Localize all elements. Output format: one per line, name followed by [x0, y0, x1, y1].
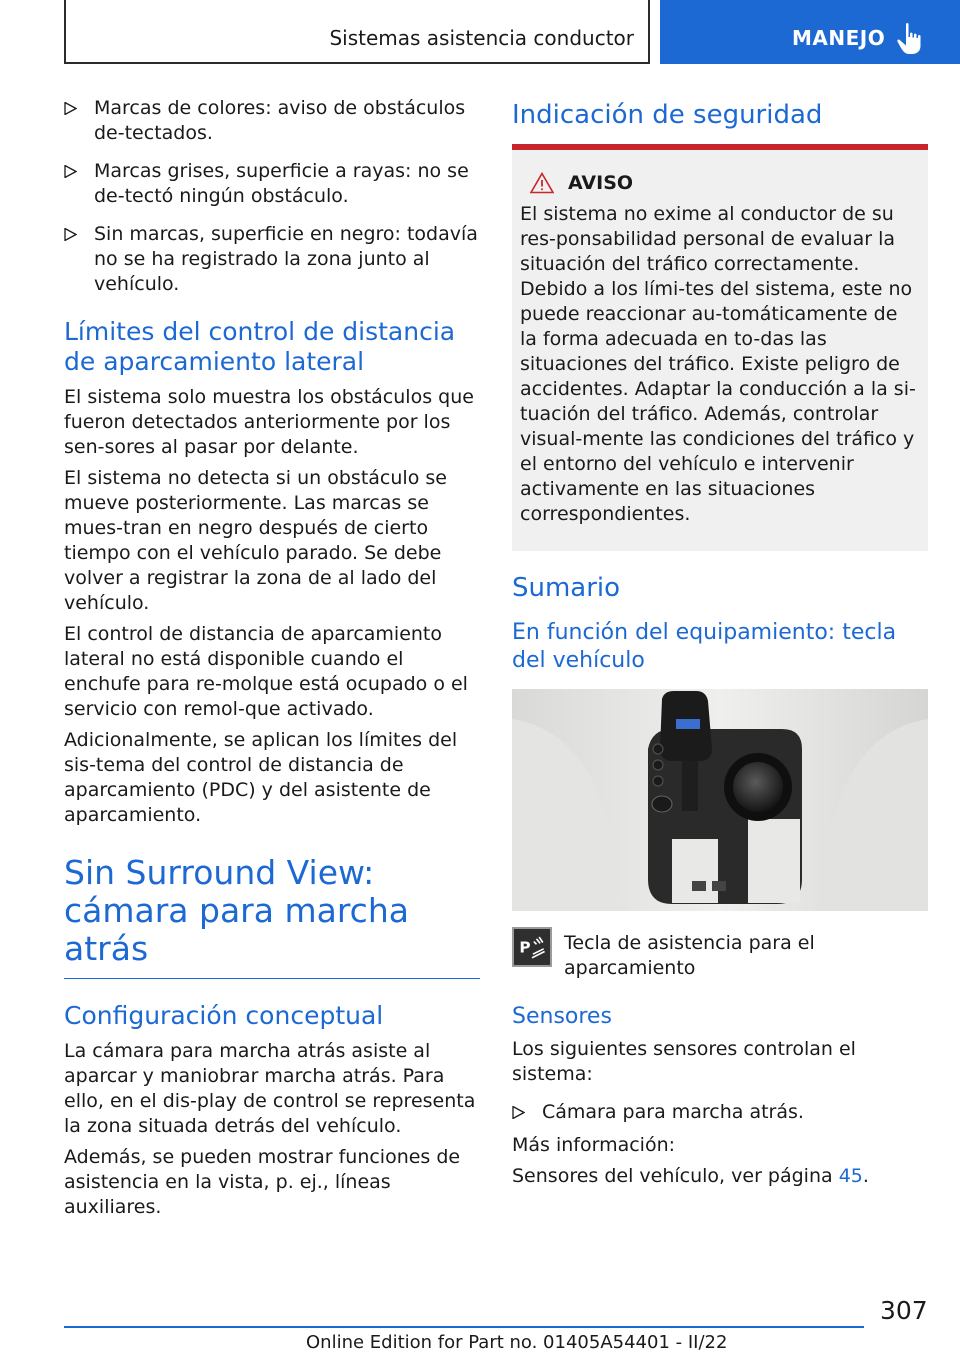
- reference-end: .: [862, 1165, 869, 1187]
- reference-text: Sensores del vehículo, ver página: [512, 1165, 839, 1187]
- list-item: [64, 159, 480, 209]
- sensors-reference: [512, 1164, 928, 1189]
- page-number: 307: [880, 1296, 928, 1325]
- triangle-bullet-icon: [512, 1106, 525, 1119]
- limits-paragraph: Adicionalmente, se aplican los límites del sis-tema del control de distancia de aparcamiento (PDC) y del asistente de aparcamiento.: [64, 729, 458, 826]
- triangle-bullet-icon: [64, 165, 77, 178]
- parking-assist-icon: [512, 927, 552, 967]
- limits-paragraph: El sistema no detecta si un obstáculo se mueve posteriormente. Las marcas se mues-tran en negro después de cierto tiempo con el vehículo parado. Se debe volver a registrar la zona de al lado del vehículo.: [64, 467, 447, 614]
- page-link[interactable]: 45: [838, 1165, 863, 1187]
- list-item: [64, 222, 480, 297]
- parking-assist-row: [512, 927, 928, 981]
- triangle-bullet-icon: [64, 228, 77, 241]
- main-heading: Sin Surround View: cámara para marcha atrás: [64, 854, 480, 979]
- sensors-heading: Sensores: [512, 1004, 612, 1029]
- warning-triangle-icon: [530, 172, 554, 194]
- left-column: [64, 96, 480, 1226]
- warning-title: AVISO: [568, 172, 634, 194]
- header-section-box: [64, 0, 650, 64]
- list-item-text: Marcas grises, superficie a rayas: no se de-tectó ningún obstáculo.: [94, 160, 469, 207]
- safety-heading: Indicación de seguridad: [512, 100, 823, 130]
- concept-heading: Configuración conceptual: [64, 1001, 384, 1030]
- concept-paragraph: La cámara para marcha atrás asiste al aparcar y maniobrar marcha atrás. Para ello, en el dis-play de control se representa la zona situada detrás del vehículo.: [64, 1040, 476, 1137]
- list-item: [512, 1100, 928, 1125]
- header-chapter-label: MANEJO: [792, 26, 886, 50]
- warning-text: El sistema no exime al conductor de su res-ponsabilidad personal de evaluar la situación del tráfico correctamente. Debido a los lími-tes del sistema, este no puede reaccionar au-tomáticamente de la forma adecuada en to-das las situaciones del tráfico. Existe peligro de accidentes. Adaptar la conducción a la si-tuación del tráfico. Además, controlar visual-mente las condiciones del tráfico y el entorno del vehículo e intervenir activamente en las situaciones correspondientes.: [520, 203, 916, 525]
- center-console-image: [512, 689, 928, 911]
- more-info-label: Más información:: [512, 1134, 676, 1156]
- triangle-bullet-icon: [64, 102, 77, 115]
- steering-hand-icon: [896, 22, 924, 56]
- concept-paragraph: Además, se pueden mostrar funciones de asistencia en la vista, p. ej., líneas auxiliares.: [64, 1146, 461, 1218]
- sensors-intro: Los siguientes sensores controlan el sistema:: [512, 1038, 856, 1085]
- equipment-heading: En función del equipamiento: tecla del vehículo: [512, 620, 897, 673]
- list-item: [64, 96, 480, 146]
- list-item-text: Cámara para marcha atrás.: [542, 1101, 804, 1123]
- footer-edition: Online Edition for Part no. 01405A54401 - II/22: [306, 1332, 728, 1353]
- header-chapter-tab: [660, 0, 960, 64]
- warning-box: [512, 150, 928, 551]
- summary-heading: Sumario: [512, 573, 621, 603]
- header-section-title: Sistemas asistencia conductor: [329, 26, 634, 50]
- right-column: [512, 100, 928, 1195]
- list-item-text: Marcas de colores: aviso de obstáculos de-tectados.: [94, 97, 466, 144]
- center-console-photo: [512, 689, 928, 911]
- limits-paragraph: El control de distancia de aparcamiento lateral no está disponible cuando el enchufe para re-molque está ocupado o el servicio con remol-que activado.: [64, 623, 468, 720]
- color-marks-list: [64, 96, 480, 297]
- sensors-list: [512, 1100, 928, 1125]
- limits-heading: Límites del control de distancia de aparcamiento lateral: [64, 317, 456, 376]
- limits-paragraph: El sistema solo muestra los obstáculos que fueron detectados anteriormente por los sen-sores al pasar por delante.: [64, 386, 474, 458]
- list-item-text: Sin marcas, superficie en negro: todavía no se ha registrado la zona junto al vehículo.: [94, 223, 478, 295]
- svg-text:P: P: [519, 938, 531, 957]
- parking-assist-caption: Tecla de asistencia para el aparcamiento: [564, 932, 815, 979]
- footer-rule: [64, 1326, 864, 1328]
- warning-header: [520, 172, 920, 194]
